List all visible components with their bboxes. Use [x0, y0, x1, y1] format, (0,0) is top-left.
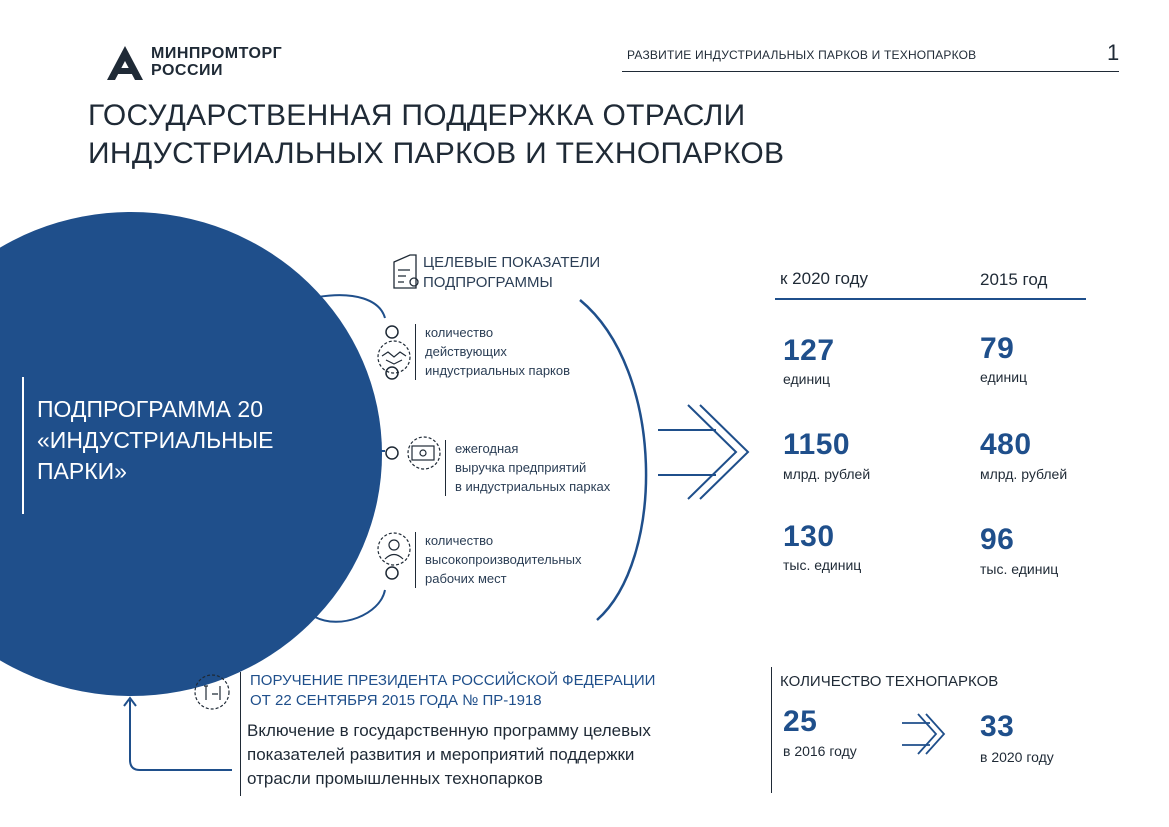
arrow-right-icon: [658, 405, 748, 499]
title-line2: ИНДУСТРИАЛЬНЫХ ПАРКОВ И ТЕХНОПАРКОВ: [88, 137, 785, 170]
president-divider: [240, 672, 241, 796]
indicator-2-line2: выручка предприятий: [455, 460, 587, 475]
connector-bottom: [315, 590, 385, 622]
column-header-2020: к 2020 году: [780, 269, 869, 288]
targets-label-line1: ЦЕЛЕВЫЕ ПОКАЗАТЕЛИ: [423, 254, 601, 271]
indicator-3: [425, 531, 581, 588]
president-text-line1: Включение в государственную программу целевых: [247, 721, 651, 740]
decree-icon: [195, 675, 229, 709]
president-text-line3: отрасли промышленных технопарков: [247, 769, 543, 788]
indicator-2-line1: ежегодная: [455, 441, 519, 456]
unit-2020-revenue: млрд. рублей: [783, 466, 871, 482]
unit-2020-jobs: тыс. единиц: [783, 557, 862, 573]
targets-label: [423, 253, 600, 293]
indicator-3-line2: высокопроизводительных: [425, 552, 582, 567]
president-title-line2: ОТ 22 СЕНТЯБРЯ 2015 ГОДА № ПР-1918: [250, 692, 542, 709]
money-icon: [408, 437, 440, 469]
indicator-3-line3: рабочих мест: [425, 571, 507, 586]
targets-label-line2: ПОДПРОГРАММЫ: [423, 274, 553, 291]
indicator-3-line1: количество: [425, 533, 494, 548]
indicator-divider-2: [445, 440, 446, 496]
value-2015-jobs: 96: [980, 523, 1015, 556]
indicator-1-line2: действующих: [425, 344, 507, 359]
connector-top: [318, 295, 385, 318]
page-number: 1: [1107, 40, 1120, 65]
column-header-underline: [775, 298, 1086, 300]
document-icon: [394, 255, 418, 288]
unit-2015-parks: единиц: [980, 369, 1028, 385]
indicator-2: [455, 439, 610, 496]
unit-2020-parks: единиц: [783, 371, 831, 387]
technoparks-value-2020: 33: [980, 710, 1015, 743]
subprogram-line1: ПОДПРОГРАММА 20: [37, 396, 263, 422]
indicator-2-line3: в индустриальных парках: [455, 479, 611, 494]
unit-2015-revenue: млрд. рублей: [980, 466, 1068, 482]
president-title-line1: ПОРУЧЕНИЕ ПРЕЗИДЕНТА РОССИЙСКОЙ ФЕДЕРАЦИИ: [250, 672, 656, 689]
subprogram-line2: «ИНДУСТРИАЛЬНЫЕ: [37, 427, 274, 453]
node-1a: [386, 326, 398, 338]
president-text: [247, 719, 651, 791]
value-2020-jobs: 130: [783, 520, 835, 553]
indicator-1-line1: количество: [425, 325, 494, 340]
value-2020-revenue: 1150: [783, 428, 851, 461]
technopark-arrow-icon: [902, 714, 944, 754]
value-2020-parks: 127: [783, 334, 835, 367]
technoparks-title: КОЛИЧЕСТВО ТЕХНОПАРКОВ: [780, 673, 999, 690]
node-3: [386, 567, 398, 579]
technoparks-divider: [771, 667, 772, 793]
president-title: [250, 671, 655, 711]
indicator-divider-1: [415, 324, 416, 380]
logo-line2: РОССИИ: [151, 62, 224, 79]
subprogram-line3: ПАРКИ»: [37, 458, 127, 484]
technoparks-unit-2020: в 2020 году: [980, 749, 1054, 765]
president-connector: [130, 700, 232, 770]
node-2: [386, 447, 398, 459]
value-2015-parks: 79: [980, 332, 1015, 365]
technoparks-unit-2016: в 2016 году: [783, 743, 857, 759]
title-line1: ГОСУДАРСТВЕННАЯ ПОДДЕРЖКА ОТРАСЛИ: [88, 99, 746, 132]
column-header-2015: 2015 год: [980, 270, 1048, 289]
unit-2015-jobs: тыс. единиц: [980, 561, 1059, 577]
indicator-divider-3: [415, 532, 416, 588]
indicator-1-line3: индустриальных парков: [425, 363, 571, 378]
president-text-line2: показателей развития и мероприятий поддержки: [247, 745, 635, 764]
value-2015-revenue: 480: [980, 428, 1032, 461]
worker-icon: [378, 533, 410, 565]
technoparks-value-2016: 25: [783, 705, 818, 738]
indicator-1: [425, 323, 570, 380]
logo-line1: МИНПРОМТОРГ: [151, 45, 283, 62]
section-label: РАЗВИТИЕ ИНДУСТРИАЛЬНЫХ ПАРКОВ И ТЕХНОПАРКОВ: [627, 48, 977, 62]
